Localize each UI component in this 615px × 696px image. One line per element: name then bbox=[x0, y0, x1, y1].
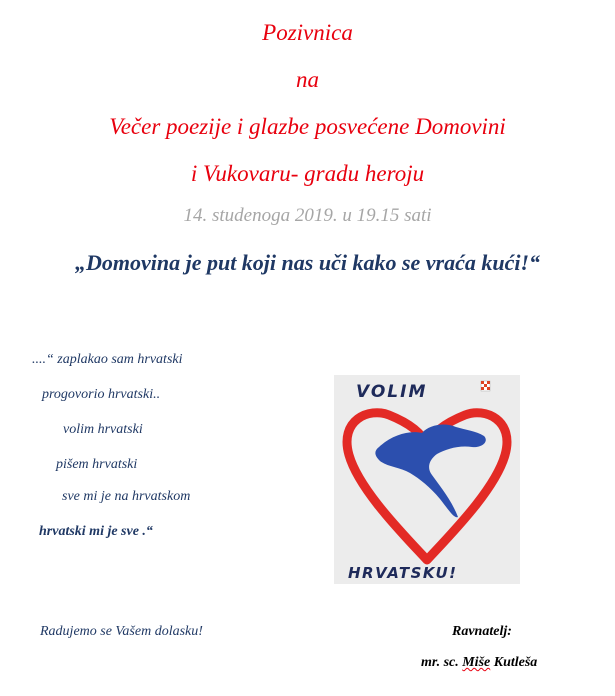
poem-line: volim hrvatski bbox=[63, 422, 143, 437]
poem-line: sve mi je na hrvatskom bbox=[62, 489, 191, 504]
poem-line: progovorio hrvatski.. bbox=[42, 387, 161, 402]
drawing-bottom-text: HRVATSKU! bbox=[348, 564, 458, 582]
signature-title: Ravnatelj: bbox=[452, 624, 512, 639]
invitation-title: Pozivnica bbox=[262, 20, 353, 45]
invitation-word-na: na bbox=[296, 67, 319, 92]
welcome-note: Radujemo se Vašem dolasku! bbox=[40, 624, 203, 639]
poem-line: pišem hrvatski bbox=[56, 457, 138, 472]
volim-hrvatsku-drawing bbox=[334, 375, 520, 584]
signature-surname: Kutleša bbox=[493, 655, 538, 670]
event-subtitle: i Vukovaru- gradu heroju bbox=[190, 161, 425, 186]
poem-line: hrvatski mi je sve .“ bbox=[39, 524, 153, 539]
event-title: Večer poezije i glazbe posvećene Domovini bbox=[109, 114, 506, 139]
drawing-top-text: VOLIM bbox=[356, 382, 428, 402]
signature-prefix: mr. sc. bbox=[421, 655, 463, 670]
poem-line: ....“ zaplakao sam hrvatski bbox=[32, 352, 183, 367]
croatian-coat-of-arms-icon bbox=[481, 381, 490, 391]
event-date: 14. studenoga 2019. u 19.15 sati bbox=[183, 205, 432, 226]
motto: „Domovina je put koji nas uči kako se vraća kući!“ bbox=[74, 250, 541, 275]
signature-name bbox=[421, 655, 537, 671]
signature-first-name: Miše bbox=[462, 655, 491, 670]
